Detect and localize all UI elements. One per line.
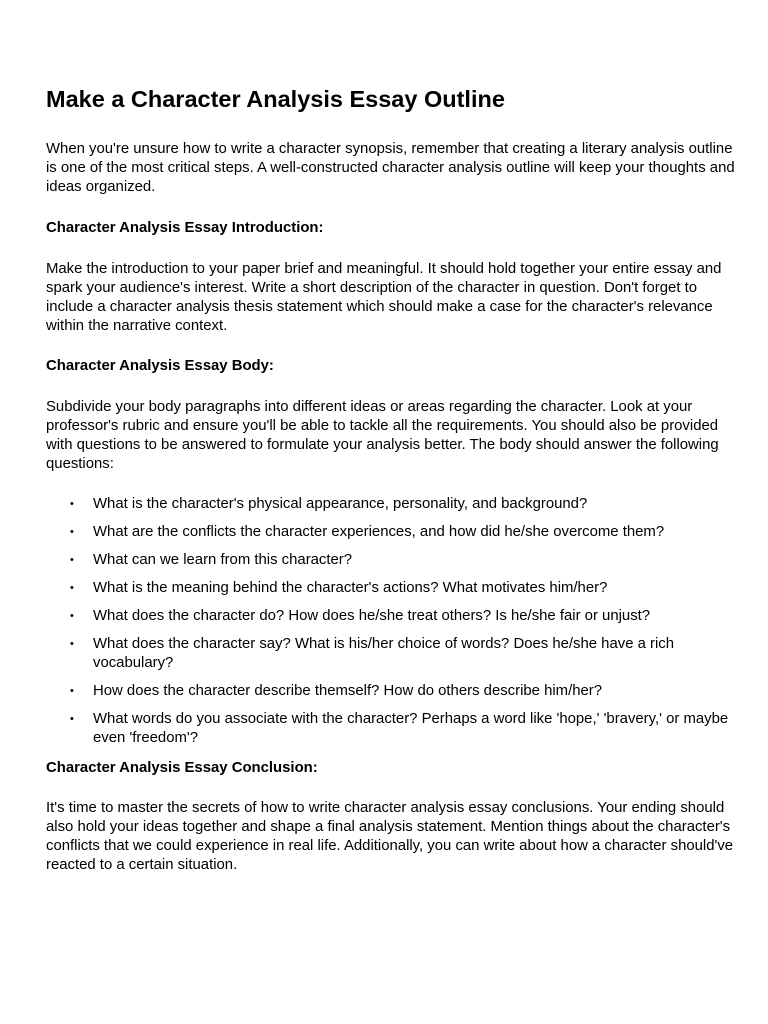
body-paragraph: Subdivide your body paragraphs into different ideas or areas regarding the character. Look at your professor's rubric and ensure you'll be able to tackle all the requirements. You should also be provided with questions to be answered to formulate your analysis better. The body should answer the following questions: xyxy=(46,399,719,472)
conclusion-paragraph: It's time to master the secrets of how to write character analysis essay conclusions. Your ending should also hold your ideas together and shape a final analysis statement. Mention things about the character's conflicts that we could experience in real life. Additionally, you can write about how a character should've reacted to a certain situation. xyxy=(46,800,734,873)
list-item xyxy=(46,710,736,748)
list-item-text: What does the character do? How does he/she treat others? Is he/she fair or unjust? xyxy=(93,608,651,624)
page-title: Make a Character Analysis Essay Outline xyxy=(46,86,505,112)
bullet-icon: • xyxy=(70,685,74,697)
bullet-icon: • xyxy=(70,554,74,566)
introduction-paragraph: Make the introduction to your paper brief and meaningful. It should hold together your entire essay and spark your audience's interest. Write a short description of the character in question. Don't forget to include a character analysis thesis statement which should make a case for the character's relevance within the narrative context. xyxy=(46,261,722,334)
list-item-text: What words do you associate with the character? Perhaps a word like 'hope,' 'bravery,' or maybe even 'freedom'? xyxy=(93,711,729,746)
questions-list xyxy=(46,495,736,748)
bullet-icon: • xyxy=(70,713,74,725)
list-item xyxy=(46,551,736,570)
list-item-text: What can we learn from this character? xyxy=(93,552,353,568)
body-heading: Character Analysis Essay Body: xyxy=(46,358,274,374)
list-item xyxy=(46,635,736,673)
bullet-icon: • xyxy=(70,638,74,650)
intro-paragraph: When you're unsure how to write a character synopsis, remember that creating a literary analysis outline is one of the most critical steps. A well-constructed character analysis outline will keep your thoughts and ideas organized. xyxy=(46,141,735,195)
bullet-icon: • xyxy=(70,498,74,510)
list-item-text: What does the character say? What is his/her choice of words? Does he/she have a rich vocabulary? xyxy=(93,636,675,671)
bullet-icon: • xyxy=(70,610,74,622)
list-item-text: What is the meaning behind the character's actions? What motivates him/her? xyxy=(93,580,608,596)
conclusion-heading: Character Analysis Essay Conclusion: xyxy=(46,760,318,776)
list-item-text: What are the conflicts the character experiences, and how did he/she overcome them? xyxy=(93,524,665,540)
list-item xyxy=(46,523,736,542)
list-item xyxy=(46,495,736,514)
list-item xyxy=(46,682,736,701)
list-item-text: How does the character describe themself? How do others describe him/her? xyxy=(93,683,603,699)
bullet-icon: • xyxy=(70,526,74,538)
list-item-text: What is the character's physical appearance, personality, and background? xyxy=(93,496,588,512)
introduction-heading: Character Analysis Essay Introduction: xyxy=(46,220,324,236)
list-item xyxy=(46,607,736,626)
list-item xyxy=(46,579,736,598)
bullet-icon: • xyxy=(70,582,74,594)
